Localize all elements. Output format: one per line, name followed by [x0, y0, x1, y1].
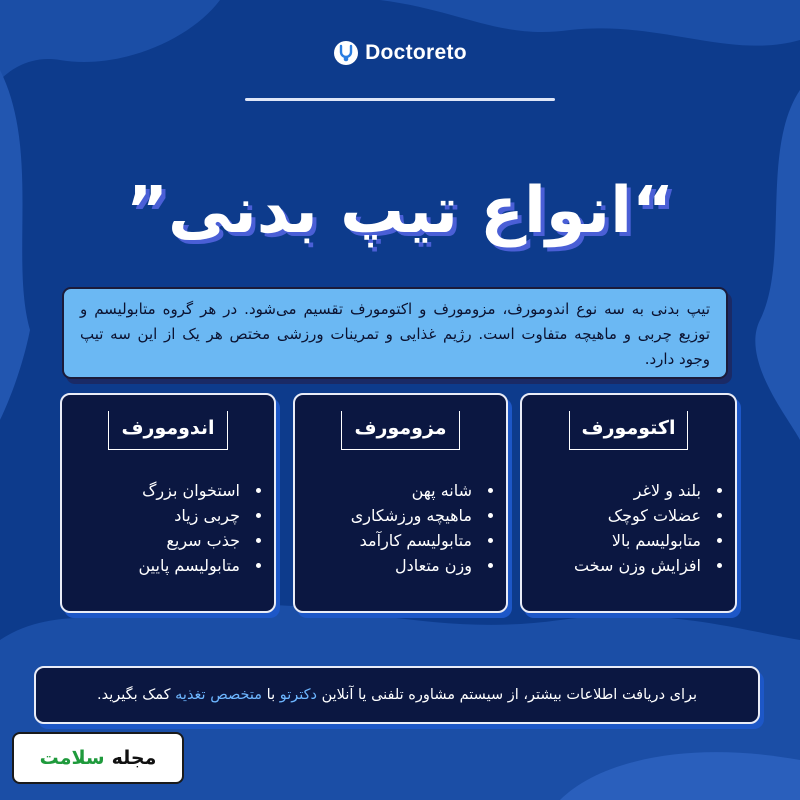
- magazine-label-accent: سلامت: [39, 747, 105, 769]
- list-item: • وزن متعادل: [305, 553, 476, 578]
- cta-mid: با: [266, 687, 276, 703]
- cta-prefix: برای دریافت اطلاعات بیشتر، از سیستم مشاوره تلفنی یا آنلاین: [321, 687, 698, 703]
- card-list: [522, 478, 735, 578]
- list-item: • جذب سریع: [72, 528, 244, 553]
- card-title: اندومورف: [108, 411, 227, 450]
- list-item: • افزایش وزن سخت: [532, 553, 705, 578]
- list-item: • عضلات کوچک: [532, 503, 705, 528]
- stethoscope-logo-icon: [333, 40, 359, 66]
- magazine-label: مجله: [111, 747, 157, 769]
- magazine-badge: [12, 732, 184, 784]
- card-endomorph: [60, 393, 276, 613]
- cta-suffix: کمک بگیرید.: [96, 687, 171, 703]
- card-ectomorph: [520, 393, 737, 613]
- list-item: • بلند و لاغر: [532, 478, 705, 503]
- list-item: • چربی زیاد: [72, 503, 244, 528]
- header-divider: [245, 98, 555, 101]
- card-list: [62, 478, 274, 578]
- list-item: • متابولیسم بالا: [532, 528, 705, 553]
- intro-box: تیپ بدنی به سه نوع اندومورف، مزومورف و اکتومورف تقسیم می‌شود. در هر گروه متابولیسم و توزیع چربی و ماهیچه متفاوت است. رژیم غذایی و تمرینات ورزشی مختص هر یک از این سه تیپ وجود دارد.: [62, 287, 728, 379]
- brand-name: Doctoreto: [365, 41, 467, 64]
- cta-text: [97, 687, 697, 703]
- list-item: • شانه پهن: [305, 478, 476, 503]
- card-title: اکتومورف: [569, 411, 689, 450]
- page-title: “انواع تیپ بدنی”: [125, 174, 675, 248]
- card-list: [295, 478, 506, 578]
- brand-logo: [0, 40, 800, 66]
- list-item: • متابولیسم کارآمد: [305, 528, 476, 553]
- list-item: • ماهیچه ورزشکاری: [305, 503, 476, 528]
- nutritionist-link[interactable]: متخصص تغذیه: [175, 687, 263, 703]
- doctoreto-link[interactable]: دکترتو: [279, 687, 317, 703]
- list-item: • متابولیسم پایین: [72, 553, 244, 578]
- cta-box: [34, 666, 760, 724]
- card-title: مزومورف: [341, 411, 459, 450]
- card-mesomorph: [293, 393, 508, 613]
- list-item: • استخوان بزرگ: [72, 478, 244, 503]
